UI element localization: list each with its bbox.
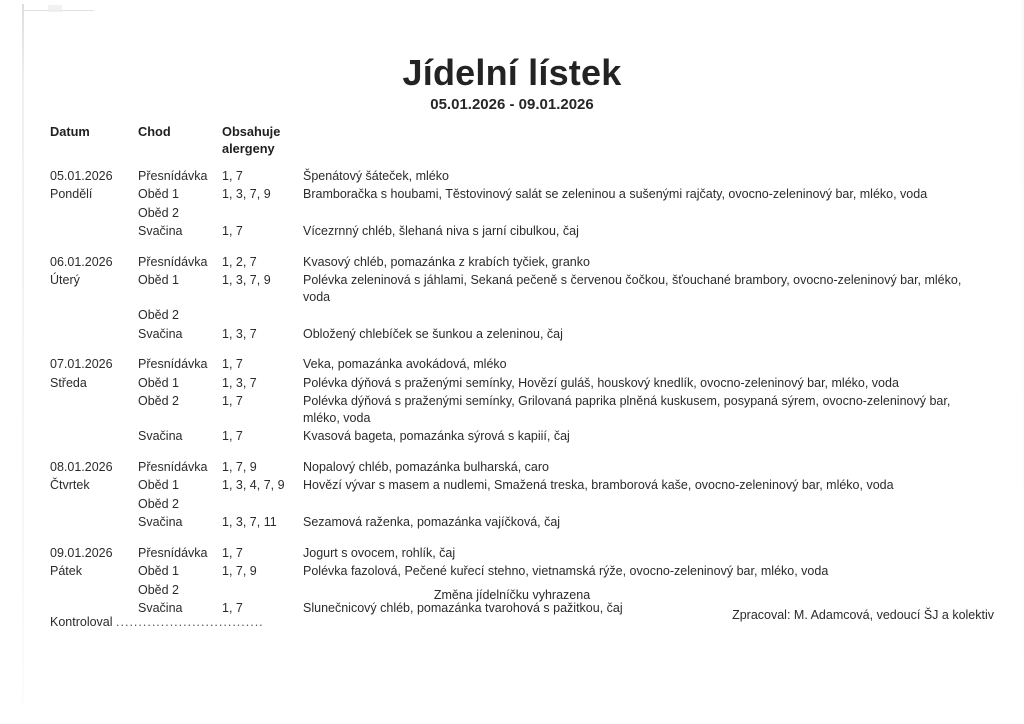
cell-description: Špenátový šáteček, mléko bbox=[303, 168, 449, 183]
table-row bbox=[50, 306, 994, 325]
cell-allergens bbox=[222, 306, 303, 325]
cell-description: Slunečnicový chléb, pomazánka tvarohová s pažitkou, čaj bbox=[303, 601, 623, 616]
cell-description bbox=[303, 495, 994, 514]
cell-weekday: Úterý bbox=[50, 273, 80, 288]
cell-date-empty bbox=[50, 306, 138, 325]
cell-date-empty bbox=[50, 495, 138, 514]
scan-speck bbox=[48, 5, 62, 12]
cell-description: Kvasová bageta, pomazánka sýrová s kapiií, čaj bbox=[303, 429, 570, 444]
cell-course: Přesnídávka bbox=[138, 459, 208, 474]
cell-date-empty bbox=[50, 325, 138, 344]
cell-description: Obložený chlebíček se šunkou a zeleninou, čaj bbox=[303, 326, 563, 341]
cell-date: 06.01.2026 bbox=[50, 254, 113, 269]
cell-allergens: 1, 3, 7, 9 bbox=[222, 273, 271, 288]
table-header bbox=[50, 124, 994, 162]
cell-allergens: 1, 7 bbox=[222, 545, 243, 560]
cell-weekday: Pátek bbox=[50, 564, 82, 579]
cell-description bbox=[303, 204, 994, 223]
cell-date: 05.01.2026 bbox=[50, 168, 113, 183]
cell-allergens: 1, 7 bbox=[222, 429, 243, 444]
cell-allergens: 1, 2, 7 bbox=[222, 254, 257, 269]
cell-date: 08.01.2026 bbox=[50, 459, 113, 474]
cell-description: Polévka zeleninová s jáhlami, Sekaná pečeně s červenou čočkou, šťouchané brambory, ovocno-zeleninový bar, mléko, voda bbox=[303, 273, 962, 304]
checked-by-line bbox=[50, 615, 264, 629]
table-row bbox=[50, 446, 994, 477]
table-row bbox=[50, 325, 994, 344]
table-row bbox=[50, 562, 994, 581]
cell-description: Polévka dýňová s praženými semínky, Hovězí guláš, houskový knedlík, ovocno-zeleninový bar, mléko, voda bbox=[303, 375, 899, 390]
cell-course: Oběd 2 bbox=[138, 582, 180, 597]
cell-allergens: 1, 7 bbox=[222, 168, 243, 183]
cell-date-empty bbox=[50, 513, 138, 532]
cell-description: Polévka fazolová, Pečené kuřecí stehno, vietnamská rýže, ovocno-zeleninový bar, mléko, voda bbox=[303, 564, 829, 579]
cell-date: 09.01.2026 bbox=[50, 545, 113, 560]
cell-allergens bbox=[222, 495, 303, 514]
cell-allergens: 1, 7, 9 bbox=[222, 459, 257, 474]
checked-by-dots: ................................. bbox=[116, 615, 264, 629]
cell-course: Svačina bbox=[138, 601, 183, 616]
table-row bbox=[50, 476, 994, 495]
cell-allergens bbox=[222, 204, 303, 223]
column-header-date: Datum bbox=[50, 124, 90, 139]
table-row bbox=[50, 271, 994, 306]
cell-description: Veka, pomazánka avokádová, mléko bbox=[303, 357, 507, 372]
cell-course: Přesnídávka bbox=[138, 168, 208, 183]
table-row bbox=[50, 343, 994, 374]
page-title: Jídelní lístek bbox=[402, 52, 622, 93]
prepared-by-text: Zpracoval: M. Adamcová, vedoucí ŠJ a kolektiv bbox=[732, 608, 994, 622]
cell-course: Přesnídávka bbox=[138, 254, 208, 269]
cell-course: Oběd 2 bbox=[138, 205, 180, 220]
cell-course: Svačina bbox=[138, 224, 183, 239]
menu-table bbox=[50, 124, 994, 618]
date-range-subtitle: 05.01.2026 - 09.01.2026 bbox=[430, 96, 594, 113]
cell-allergens: 1, 7 bbox=[222, 394, 243, 409]
cell-description: Vícezrnný chléb, šlehaná niva s jarní cibulkou, čaj bbox=[303, 224, 579, 239]
cell-date-empty bbox=[50, 222, 138, 241]
cell-allergens: 1, 3, 7 bbox=[222, 326, 257, 341]
cell-date-empty bbox=[50, 427, 138, 446]
cell-course: Přesnídávka bbox=[138, 357, 208, 372]
table-row bbox=[50, 222, 994, 241]
cell-weekday: Středa bbox=[50, 375, 87, 390]
cell-weekday: Pondělí bbox=[50, 187, 93, 202]
header-row bbox=[50, 124, 994, 162]
cell-allergens: 1, 7 bbox=[222, 357, 243, 372]
cell-course: Oběd 2 bbox=[138, 308, 180, 323]
cell-course: Oběd 1 bbox=[138, 273, 180, 288]
cell-course: Oběd 2 bbox=[138, 394, 180, 409]
table-row bbox=[50, 532, 994, 563]
cell-allergens: 1, 7 bbox=[222, 601, 243, 616]
cell-description: Polévka dýňová s praženými semínky, Grilovaná paprika plněná kuskusem, posypaná sýrem, ovocno-zeleninový bar, mléko, voda bbox=[303, 394, 951, 425]
cell-course: Přesnídávka bbox=[138, 545, 208, 560]
cell-course: Oběd 1 bbox=[138, 564, 180, 579]
cell-date: 07.01.2026 bbox=[50, 357, 113, 372]
cell-allergens: 1, 7 bbox=[222, 224, 243, 239]
cell-course: Oběd 1 bbox=[138, 187, 180, 202]
cell-course: Oběd 2 bbox=[138, 496, 180, 511]
table-row bbox=[50, 392, 994, 427]
cell-weekday: Čtvrtek bbox=[50, 478, 90, 493]
cell-description: Nopalový chléb, pomazánka bulharská, caro bbox=[303, 459, 549, 474]
cell-allergens: 1, 3, 7 bbox=[222, 375, 257, 390]
cell-course: Svačina bbox=[138, 429, 183, 444]
table-row bbox=[50, 162, 994, 186]
table-row bbox=[50, 513, 994, 532]
cell-description bbox=[303, 306, 994, 325]
cell-description: Kvasový chléb, pomazánka z krabích tyčiek, granko bbox=[303, 254, 590, 269]
cell-description: Bramboračka s houbami, Těstovinový salát se zeleninou a sušenými rajčaty, ovocno-zeleninový bar, mléko, voda bbox=[303, 187, 928, 202]
checked-by-label: Kontroloval bbox=[50, 615, 113, 629]
table-body bbox=[50, 162, 994, 618]
column-header-course: Chod bbox=[138, 124, 171, 139]
cell-date-empty bbox=[50, 204, 138, 223]
table-row bbox=[50, 185, 994, 204]
table-row bbox=[50, 241, 994, 272]
cell-allergens: 1, 3, 7, 9 bbox=[222, 187, 271, 202]
table-row bbox=[50, 495, 994, 514]
cell-description: Jogurt s ovocem, rohlík, čaj bbox=[303, 545, 456, 560]
cell-allergens: 1, 3, 7, 11 bbox=[222, 515, 277, 530]
column-header-description bbox=[303, 124, 994, 162]
cell-description: Sezamová raženka, pomazánka vajíčková, čaj bbox=[303, 515, 561, 530]
column-header-allergens bbox=[222, 124, 303, 162]
cell-allergens: 1, 7, 9 bbox=[222, 564, 257, 579]
cell-allergens: 1, 3, 4, 7, 9 bbox=[222, 478, 285, 493]
column-header-allergens-line1: Obsahuje bbox=[222, 124, 281, 139]
table-row bbox=[50, 427, 994, 446]
cell-course: Svačina bbox=[138, 515, 183, 530]
cell-date-empty bbox=[50, 392, 138, 427]
column-header-allergens-line2: alergeny bbox=[222, 140, 275, 156]
table-row bbox=[50, 374, 994, 393]
cell-description: Hovězí vývar s masem a nudlemi, Smažená treska, bramborová kaše, ovocno-zeleninový bar, mléko, voda bbox=[303, 478, 894, 493]
cell-course: Oběd 1 bbox=[138, 478, 180, 493]
table-row bbox=[50, 204, 994, 223]
cell-course: Svačina bbox=[138, 326, 183, 341]
menu-change-note: Změna jídelníčku vyhrazena bbox=[433, 588, 591, 602]
cell-course: Oběd 1 bbox=[138, 375, 180, 390]
